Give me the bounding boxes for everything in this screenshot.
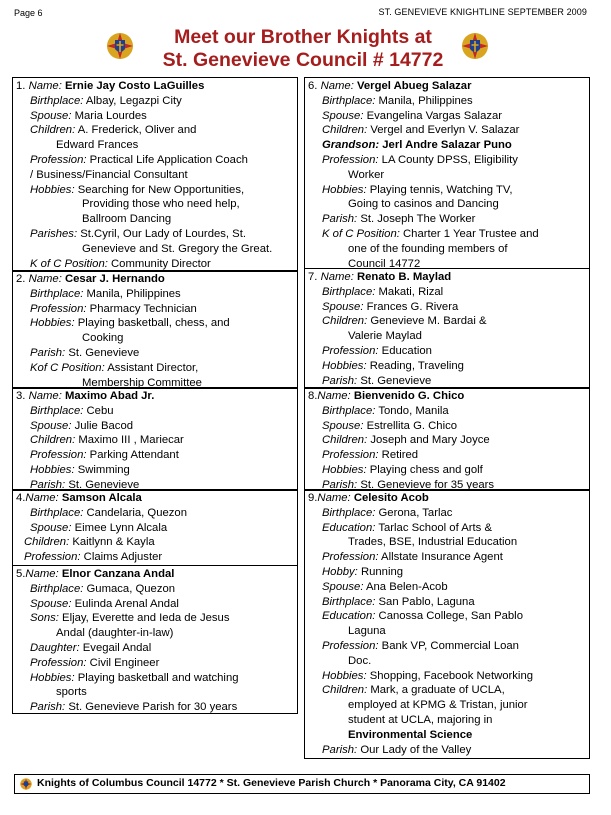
- member-name: Bienvenido G. Chico: [353, 390, 465, 402]
- member-card-7: 7. Name: Renato B. Maylad Birthplace: Makati, Rizal Spouse: Frances G. Rivera Children: Genevieve M. Bardai & Valerie Maylad Profession: Education Hobbies: Reading, Traveling Parish: St. Genevieve: [304, 268, 590, 389]
- member-name: Vergel Abueg Salazar: [356, 80, 472, 92]
- member-card-6: 6. Name: Vergel Abueg Salazar Birthplace: Manila, Philippines Spouse: Evangelina Vargas Salazar Children: Vergel and Everlyn V. Salazar Grandson: Jerl Andre Salazar Puno Profession: LA County DPSS, Eligibility Worker Hobbies: Playing tennis, Watching TV, Going to casinos and Dancing Parish: St. Joseph The Worker K of C Position: Charter 1 Year Trustee and one of the founding members of Council 14772: [304, 77, 590, 269]
- member-card-3: 3. Name: Maximo Abad Jr. Birthplace: Cebu Spouse: Julie Bacod Children: Maximo III , Mariecar Profession: Parking Attendant Hobbies: Swimming Parish: St. Genevieve: [12, 387, 298, 491]
- knights-emblem-icon: [104, 30, 136, 62]
- knights-emblem-icon: [19, 777, 33, 791]
- newsletter-header: ST. GENEVIEVE KNIGHTLINE SEPTEMBER 2009: [378, 7, 587, 17]
- footer-banner: [14, 774, 590, 794]
- member-name: Ernie Jay Costo LaGuilles: [64, 80, 205, 92]
- member-name: Cesar J. Hernando: [64, 273, 165, 285]
- page-title: [142, 26, 464, 72]
- page-number: Page 6: [14, 8, 43, 18]
- title-line-1: Meet our Brother Knights at: [174, 26, 432, 48]
- member-card-5: 5.Name: Elnor Canzana Andal Birthplace: Gumaca, Quezon Spouse: Eulinda Arenal Andal Sons: Eljay, Everette and Ieda de Jesus Andal (daughter-in-law) Daughter: Evegail Andal Profession: Civil Engineer Hobbies: Playing basketball and watching sports Parish: St. Genevieve Parish for 30 years: [12, 565, 298, 714]
- member-name: Renato B. Maylad: [356, 271, 452, 283]
- member-card-4: 4.Name: Samson Alcala Birthplace: Candelaria, Quezon Spouse: Eimee Lynn Alcala Children: Kaitlynn & Kayla Profession: Claims Adjuster: [12, 489, 298, 566]
- member-name: Maximo Abad Jr.: [64, 390, 155, 402]
- member-card-1: 1. Name: Ernie Jay Costo LaGuilles Birthplace: Albay, Legazpi City Spouse: Maria Lourdes Children: A. Frederick, Oliver and Edward Frances Profession: Practical Life Application Coach / Business/Financial Consultant Hobbies: Searching for New Opportunities, Providing those who need help, Ballroom Dancing Parishes: St.Cyril, Our Lady of Lourdes, St. Genevieve and St. Gregory the Great. K of C Position: Community Director: [12, 77, 298, 272]
- footer-text: Knights of Columbus Council 14772 * St. Genevieve Parish Church * Panorama City, CA 91402: [37, 777, 506, 789]
- member-card-9: 9.Name: Celesito Acob Birthplace: Gerona, Tarlac Education: Tarlac School of Arts & Trades, BSE, Industrial Education Profession: Allstate Insurance Agent Hobby: Running Spouse: Ana Belen-Acob Birthplace: San Pablo, Laguna Education: Canossa College, San Pablo Laguna Profession: Bank VP, Commercial Loan Doc. Hobbies: Shopping, Facebook Networking Children: Mark, a graduate of UCLA, employed at KPMG & Tristan, junior student at UCLA, majoring in Environmental Science Parish: Our Lady of the Valley: [304, 489, 590, 759]
- member-card-8: 8.Name: Bienvenido G. Chico Birthplace: Tondo, Manila Spouse: Estrellita G. Chico Children: Joseph and Mary Joyce Profession: Retired Hobbies: Playing chess and golf Parish: St. Genevieve for 35 years: [304, 387, 590, 491]
- member-name: Celesito Acob: [353, 492, 429, 504]
- member-name: Elnor Canzana Andal: [61, 568, 175, 580]
- member-card-2: 2. Name: Cesar J. Hernando Birthplace: Manila, Philippines Profession: Pharmacy Technician Hobbies: Playing basketball, chess, and Cooking Parish: St. Genevieve Kof C Position: Assistant Director, Membership Committee: [12, 270, 298, 389]
- member-name: Samson Alcala: [61, 492, 142, 504]
- title-line-2: St. Genevieve Council # 14772: [162, 49, 444, 71]
